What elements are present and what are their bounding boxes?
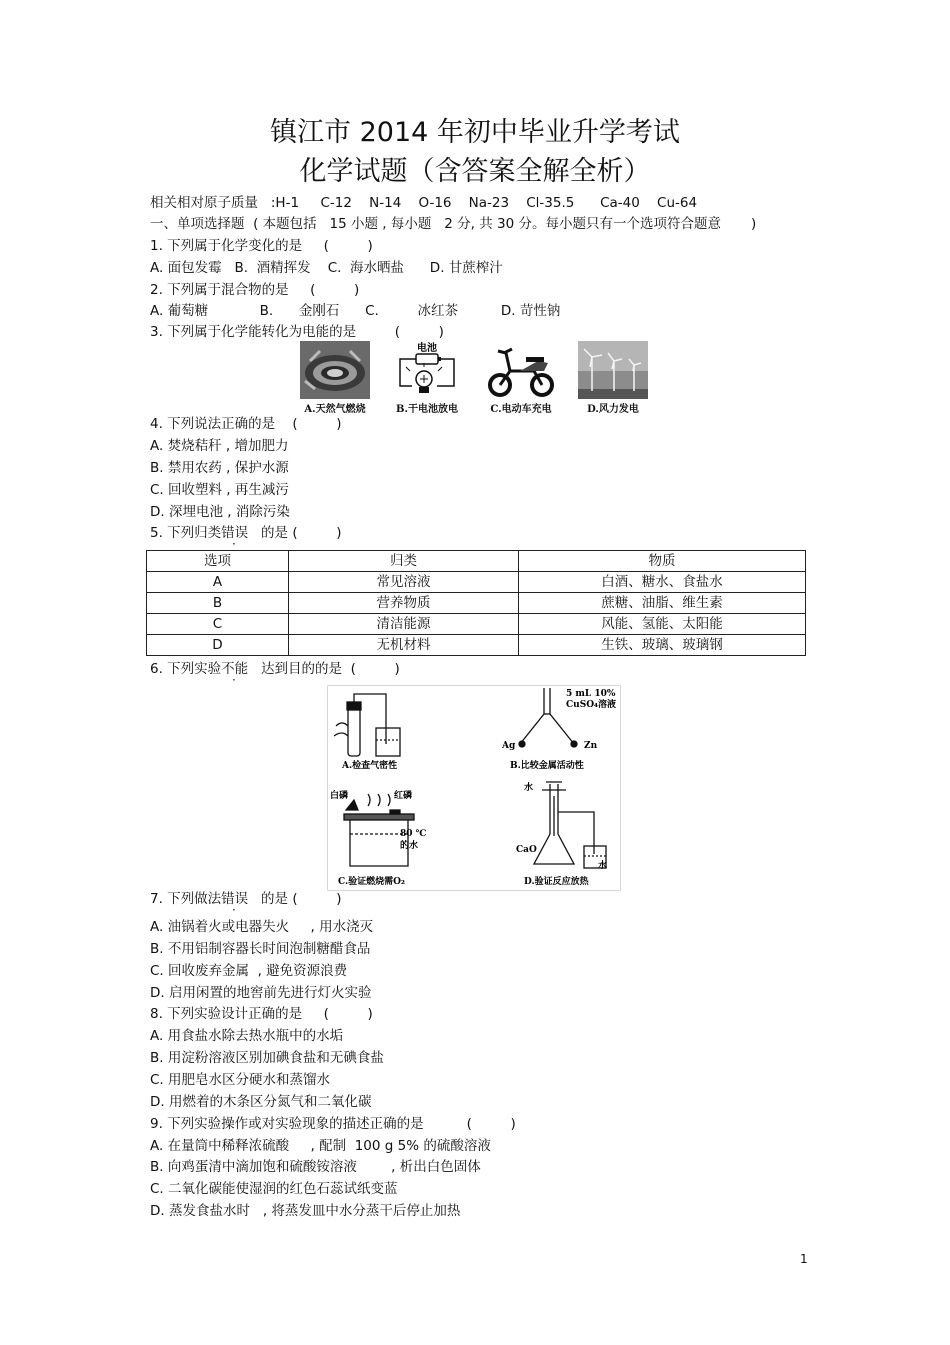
q7-option-c: C. 回收废弃金属 , 避免资源浪费: [150, 963, 348, 979]
q3-caption-d: D.风力发电: [587, 404, 639, 415]
q6-water80: 的水: [400, 841, 419, 851]
q6-red-p: 红磷: [394, 791, 413, 801]
q6-stem: [150, 660, 400, 678]
page-title: 镇江市 2014 年初中毕业升学考试: [270, 117, 680, 148]
table-cell: A: [147, 572, 289, 593]
table-cell: 风能、氢能、太阳能: [519, 614, 806, 635]
q7-stem-emph: 错误: [221, 891, 249, 907]
table-row: [147, 572, 806, 593]
table-header: 物质: [519, 551, 806, 572]
q2-stem: 2. 下列属于混合物的是 ( ): [150, 282, 360, 298]
q4-stem: 4. 下列说法正确的是 ( ): [150, 416, 342, 432]
q5-stem-pre: 5. 下列归类: [150, 525, 222, 541]
q6-stem-emph: 不能: [221, 661, 249, 677]
q3-caption-a: A.天然气燃烧: [304, 404, 366, 415]
q6-caption-d: D.验证反应放热: [524, 877, 589, 887]
q1-stem: 1. 下列属于化学变化的是 ( ): [150, 238, 373, 254]
q6-stem-pre: 6. 下列实验: [150, 661, 222, 677]
q8-option-c: C. 用肥皂水区分硬水和蒸馏水: [150, 1072, 331, 1088]
q6-cao: CaO: [516, 845, 537, 855]
q3-image-c: [486, 341, 556, 415]
table-cell: 清洁能源: [289, 614, 519, 635]
q7-stem-post: 的是 ( ): [248, 891, 342, 907]
q9-option-d: D. 蒸发食盐水时 , 将蒸发皿中水分蒸干后停止加热: [150, 1203, 461, 1219]
q7-option-a: A. 油锅着火或电器失火 , 用水浇灭: [150, 919, 374, 935]
q6-white-p: 白磷: [330, 791, 349, 801]
table-row: [147, 635, 806, 656]
battery-bulb-icon: [392, 341, 462, 399]
q3-image-row: [298, 341, 658, 415]
q7-option-d: D. 启用闲置的地窖前先进行灯火实验: [150, 985, 372, 1001]
q7-stem: [150, 890, 342, 908]
table-cell: 白酒、糖水、食盐水: [519, 572, 806, 593]
q9-stem: 9. 下列实验操作或对实验现象的描述正确的是 ( ): [150, 1116, 516, 1132]
q6-water-top: 水: [524, 783, 534, 793]
q5-stem-post: 的是 ( ): [248, 525, 342, 541]
q3-caption-c: C.电动车充电: [490, 404, 552, 415]
table-cell: B: [147, 593, 289, 614]
battery-label: 电池: [417, 343, 437, 354]
q4-option-c: C. 回收塑料 , 再生减污: [150, 482, 289, 498]
gas-stove-icon: [300, 341, 370, 399]
electric-scooter-icon: [486, 341, 556, 399]
table-cell: 蔗糖、油脂、维生素: [519, 593, 806, 614]
lab-apparatus-icon: [328, 686, 620, 890]
table-cell: 生铁、玻璃、玻璃钢: [519, 635, 806, 656]
q5-stem: [150, 524, 342, 542]
q3-image-b: [392, 341, 462, 415]
q6-caption-a: A.检查气密性: [342, 761, 398, 771]
q6-zn: Zn: [584, 741, 598, 751]
table-header: 归类: [289, 551, 519, 572]
table-row: [147, 614, 806, 635]
q3-caption-b: B.干电池放电: [396, 404, 458, 415]
q8-option-d: D. 用燃着的木条区分氮气和二氧化碳: [150, 1094, 372, 1110]
table-cell: 常见溶液: [289, 572, 519, 593]
q9-option-c: C. 二氧化碳能使湿润的红色石蕊试纸变蓝: [150, 1181, 398, 1197]
q3-image-a: [300, 341, 370, 415]
atomic-masses: 相关相对原子质量 :H-1 C-12 N-14 O-16 Na-23 Cl-35.5 Ca-40 Cu-64: [150, 195, 698, 211]
q6-caption-b: B.比较金属活动性: [510, 761, 584, 771]
page-subtitle: 化学试题（含答案全解全析）: [299, 156, 651, 187]
q6-water-side: 水: [598, 861, 608, 871]
q3-image-d: [578, 341, 648, 415]
q6-reagent: 5 mL 10%: [566, 689, 616, 699]
q5-table: [146, 550, 806, 656]
q1-options: A. 面包发霉 B. 酒精挥发 C. 海水晒盐 D. 甘蔗榨汁: [150, 260, 503, 276]
table-cell: 营养物质: [289, 593, 519, 614]
page-number: 1: [800, 1252, 808, 1266]
q8-stem: 8. 下列实验设计正确的是 ( ): [150, 1006, 373, 1022]
table-header: 选项: [147, 551, 289, 572]
table-row: [147, 593, 806, 614]
q9-option-a: A. 在量筒中稀释浓硫酸 , 配制 100 g 5% 的硫酸溶液: [150, 1138, 491, 1154]
q7-stem-pre: 7. 下列做法: [150, 891, 222, 907]
table-cell: C: [147, 614, 289, 635]
q9-option-b: B. 向鸡蛋清中滴加饱和硫酸铵溶液 , 析出白色固体: [150, 1159, 481, 1175]
table-header-row: [147, 551, 806, 572]
q6-reagent2: CuSO₄溶液: [566, 700, 616, 710]
q8-option-b: B. 用淀粉溶液区别加碘食盐和无碘食盐: [150, 1050, 384, 1066]
table-cell: D: [147, 635, 289, 656]
table-cell: 无机材料: [289, 635, 519, 656]
q4-option-a: A. 焚烧秸秆 , 增加肥力: [150, 438, 289, 454]
q6-stem-post: 达到目的的是 ( ): [248, 661, 400, 677]
wind-turbine-icon: [578, 341, 648, 399]
section-heading: 一、单项选择题 ( 本题包括 15 小题 , 每小题 2 分, 共 30 分。每小题只有一个选项符合题意 ): [150, 216, 757, 232]
q4-option-d: D. 深埋电池 , 消除污染: [150, 504, 290, 520]
q6-caption-c: C.验证燃烧需O₂: [338, 877, 405, 887]
q6-temp: 80 ℃: [400, 829, 427, 839]
q8-option-a: A. 用食盐水除去热水瓶中的水垢: [150, 1028, 344, 1044]
q6-ag: Ag: [502, 741, 516, 751]
q2-options: A. 葡萄糖 B. 金刚石 C. 冰红茶 D. 苛性钠: [150, 303, 561, 319]
q4-option-b: B. 禁用农药 , 保护水源: [150, 460, 289, 476]
q6-experiment-figure: [327, 685, 621, 891]
q7-option-b: B. 不用铝制容器长时间泡制糖醋食品: [150, 941, 371, 957]
q5-stem-emph: 错误: [221, 525, 249, 541]
q3-stem: 3. 下列属于化学能转化为电能的是 ( ): [150, 324, 444, 340]
